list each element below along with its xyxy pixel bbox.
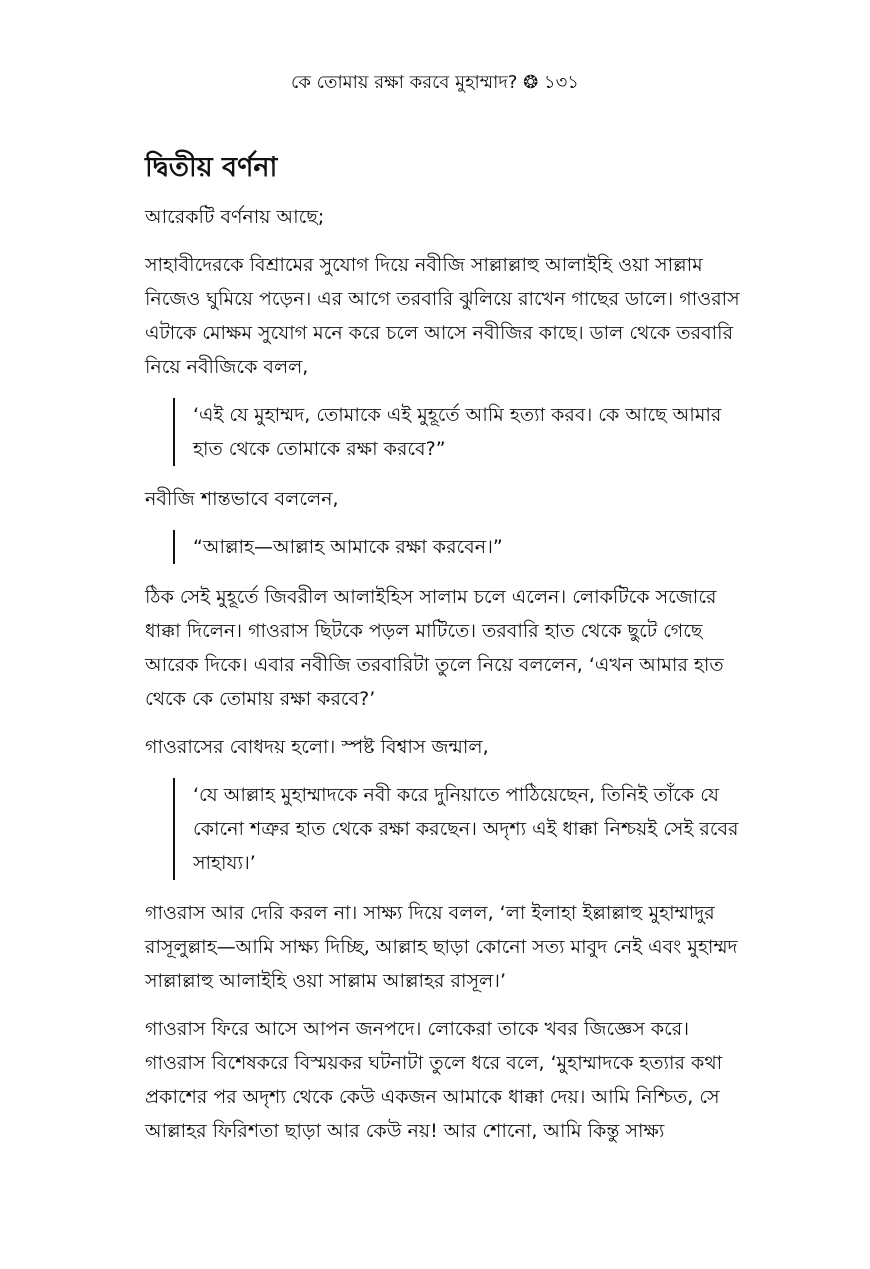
paragraph-return: গাওরাস ফিরে আসে আপন জনপদে। লোকেরা তাকে খবর জিজ্ঞেস করে। গাওরাস বিশেষকরে বিস্ময়কর ঘটনাটা তুলে ধরে বলে, ‘মুহাম্মাদকে হত্যার কথা প্রকাশের পর অদৃশ্য থেকে কেউ একজন আমাকে ধাক্কা দেয়। আমি নিশ্চিত, সে আল্লাহর ফিরিশতা ছাড়া আর কেউ নয়! আর শোনো, আমি কিন্তু সাক্ষ্য [145,1018,723,1142]
page-body [145,150,745,1162]
paragraph-intro: আরেকটি বর্ণনায় আছে; [145,206,325,228]
paragraph-shahada: গাওরাস আর দেরি করল না। সাক্ষ্য দিয়ে বলল, ‘লা ইলাহা ইল্লাল্লাহু মুহাম্মাদুর রাসূলুল্লাহ—আমি সাক্ষ্য দিচ্ছি, আল্লাহ ছাড়া কোনো সত্য মাবুদ নেই এবং মুহাম্মদ সাল্লাল্লাহু আলাইহি ওয়া সাল্লাম আল্লাহর রাসূল।’ [145,902,738,992]
quote-gawras-threat: ‘এই যে মুহাম্মদ, তোমাকে এই মুহূর্তে আমি হত্যা করব। কে আছে আমার হাত থেকে তোমাকে রক্ষা করবে?” [173,398,745,466]
paragraph-sleep: সাহাবীদেরকে বিশ্রামের সুযোগ দিয়ে নবীজি সাল্লাল্লাহু আলাইহি ওয়া সাল্লাম নিজেও ঘুমিয়ে পড়েন। এর আগে তরবারি ঝুলিয়ে রাখেন গাছের ডালে। গাওরাস এটাকে মোক্ষম সুযোগ মনে করে চলে আসে নবীজির কাছে। ডাল থেকে তরবারি নিয়ে নবীজিকে বলল, [145,254,740,378]
paragraph-jibril: ঠিক সেই মুহূর্তে জিবরীল আলাইহিস সালাম চলে এলেন। লোকটিকে সজোরে ধাক্কা দিলেন। গাওরাস ছিটকে পড়ল মাটিতে। তরবারি হাত থেকে ছুটে গেছে আরেক দিকে। এবার নবীজি তরবারিটা তুলে নিয়ে বললেন, ‘এখন আমার হাত থেকে কে তোমায় রক্ষা করবে?’ [145,586,724,710]
quote-gawras-belief: ‘যে আল্লাহ মুহাম্মাদকে নবী করে দুনিয়াতে পাঠিয়েছেন, তিনিই তাঁকে যে কোনো শত্রুর হাত থেকে রক্ষা করছেন। অদৃশ্য এই ধাক্কা নিশ্চয়ই সেই রবের সাহায্য।’ [173,778,745,880]
paragraph-realization: গাওরাসের বোধদয় হলো। স্পষ্ট বিশ্বাস জন্মাল, [145,736,489,758]
section-title: দ্বিতীয় বর্ণনা [145,152,278,183]
quote-prophet-reply: “আল্লাহ—আল্লাহ আমাকে রক্ষা করবেন।” [173,530,745,564]
paragraph-prophet-reply-intro: নবীজি শান্তভাবে বললেন, [145,488,339,510]
running-header: কে তোমায় রক্ষা করবে মুহাম্মাদ? ❂ ১৩১ [291,72,579,93]
